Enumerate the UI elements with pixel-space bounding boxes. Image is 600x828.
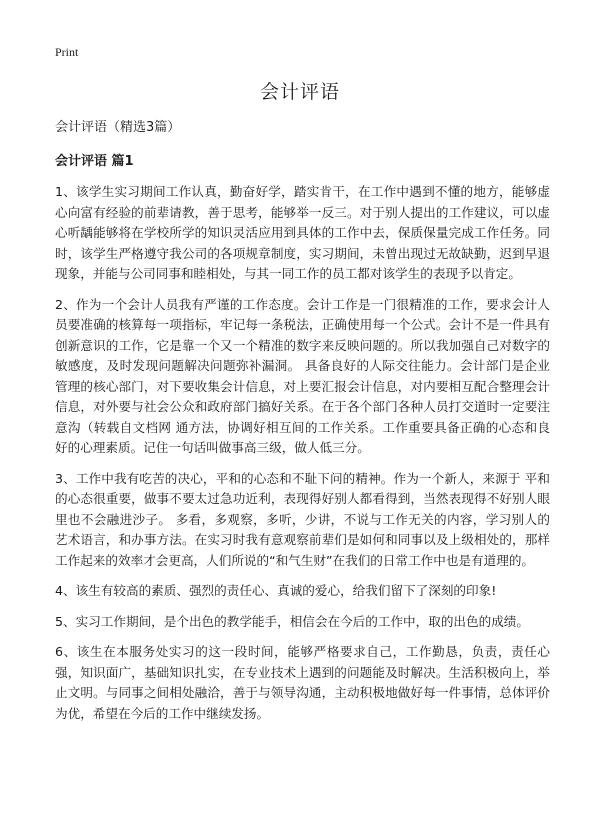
paragraph-5: 5、实习工作期间，是个出色的教学能手，相信会在今后的工作中，取的出色的成绩。 <box>55 613 529 629</box>
paragraph-4: 4、该生有较高的素质、强烈的责任心、真诚的爱心，给我们留下了深刻的印象! <box>55 583 497 598</box>
document-body <box>55 118 550 734</box>
paragraph-6: 6、该生在本服务处实习的这一段时间，能够严格要求自己，工作勤恳，负责，责任心强，知识面广，基础知识扎实，在专业技术上遇到的问题能及时解决。生活积极向上，举止文明。与同事之间相处融洽，善于与领导沟通，主动积极地做好每一件事情，总体评价为优，希望在今后的工作中继续发扬。 <box>55 644 550 721</box>
document-subtitle: 会计评语（精选3篇） <box>55 120 181 135</box>
paragraph-1: 1、该学生实习期间工作认真，勤奋好学，踏实肯干，在工作中遇到不懂的地方，能够虚心向富有经验的前辈请教，善于思考，能够举一反三。对于别人提出的工作建议，可以虚心听龋能够将在学校所学的知识灵活应用到具体的工作中去，保质保量完成工作任务。同时，该学生严格遵守我公司的各项规章制度，实习期间，未曾出现过无故缺勤，迟到早退现象，并能与公司同事和睦相处，与其一同工作的员工都对该学生的表现予以肯定。 <box>55 184 550 281</box>
paragraph-3: 3、工作中我有吃苦的决心，平和的心态和不耻下问的精神。作为一个新人，来源于 平和的心态很重要，做事不要太过急功近利，表现得好别人都看得到，当然表现得不好别人眼里也不会融进沙子。 多看，多观察，多听，少讲，不说与工作无关的内容，学习别人的艺术语言，和办事方法。在实习时我有意观察前辈们是如何和同事以及上级相处的，那样工作起来的效率才会更高，人们所说的“和气生财”在我们的日常工作中也是有道理的。 <box>55 470 550 568</box>
paragraph-2: 2、作为一个会计人员我有严谨的工作态度。会计工作是一门很精准的工作，要求会计人员要准确的核算每一项指标，牢记每一条税法，正确使用每一个公式。会计不是一件具有创新意识的工作，它是靠一个又一个精准的数字来反映问题的。所以我加强自己对数字的敏感度，及时发现问题解决问题弥补漏洞。 具备良好的人际交往能力。会计部门是企业管理的核心部门，对下要收集会计信息，对上要汇报会计信息，对内要相互配合整理会计信息，对外要与社会公众和政府部门搞好关系。在于各个部门各种人员打交道时一定要注意沟（转载自文档网 通方法，协调好相互间的工作关系。工作重要具备正确的心态和良好的心理素质。记住一句话叫做事高三级，做人低三分。 <box>55 296 550 455</box>
print-link[interactable]: Print <box>55 45 79 59</box>
document-title: 会计评语 <box>259 81 340 103</box>
section-heading: 会计评语 篇1 <box>55 154 134 169</box>
